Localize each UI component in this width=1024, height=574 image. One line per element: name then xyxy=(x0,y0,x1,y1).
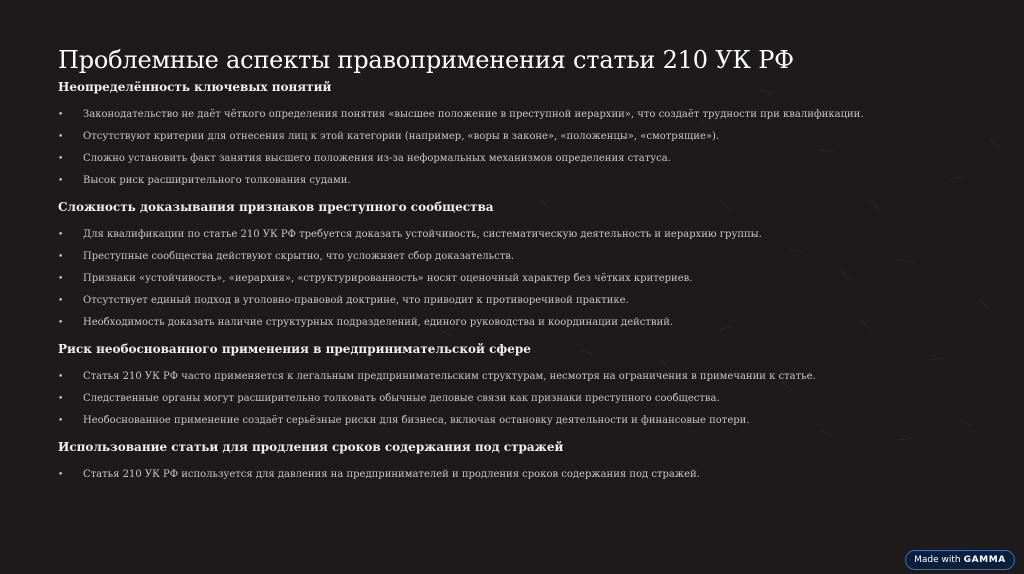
bullet-item xyxy=(58,228,958,242)
bullet-icon: • xyxy=(58,176,64,186)
bullet-item xyxy=(58,272,958,286)
bullet-text: Отсутствуют критерии для отнесения лиц к этой категории (например, «воры в законе», «положенцы», «смотрящие»). xyxy=(83,131,720,142)
bullet-icon: • xyxy=(58,470,64,480)
section-heading: Риск необоснованного применения в предпринимательской сфере xyxy=(58,342,531,356)
bullet-item xyxy=(58,294,958,308)
section-heading: Использование статьи для продления сроков содержания под стражей xyxy=(58,440,564,454)
bullet-icon: • xyxy=(58,132,64,142)
bullet-icon: • xyxy=(58,252,64,262)
slide-content xyxy=(58,44,958,482)
bullet-item xyxy=(58,370,958,384)
bullet-icon: • xyxy=(58,416,64,426)
section-undefined-concepts xyxy=(58,79,958,188)
bullet-text: Высок риск расширительного толкования судами. xyxy=(83,175,351,186)
bullet-icon: • xyxy=(58,230,64,240)
section-heading: Сложность доказывания признаков преступного сообщества xyxy=(58,200,494,214)
section-detention-extension xyxy=(58,439,958,482)
bullet-icon: • xyxy=(58,296,64,306)
section-proof-difficulty xyxy=(58,199,958,330)
slide-title: Проблемные аспекты правоприменения статьи 210 УК РФ xyxy=(58,46,794,74)
bullet-item xyxy=(58,468,958,482)
bullet-text: Следственные органы могут расширительно толковать обычные деловые связи как признаки преступного сообщества. xyxy=(83,393,720,404)
bullet-text: Преступные сообщества действуют скрытно, что усложняет сбор доказательств. xyxy=(83,251,515,262)
bullet-icon: • xyxy=(58,274,64,284)
bullet-item xyxy=(58,130,958,144)
bullet-text: Статья 210 УК РФ используется для давления на предпринимателей и продления сроков содержания под стражей. xyxy=(83,469,700,480)
gamma-logo: GAMMA xyxy=(963,555,1006,565)
bullet-text: Сложно установить факт занятия высшего положения из-за неформальных механизмов определения статуса. xyxy=(83,153,671,164)
section-business-risk xyxy=(58,341,958,428)
section-heading: Неопределённость ключевых понятий xyxy=(58,80,332,94)
bullet-text: Необходимость доказать наличие структурных подразделений, единого руководства и координации действий. xyxy=(83,317,674,328)
bullet-text: Для квалификации по статье 210 УК РФ требуется доказать устойчивость, систематическую деятельность и иерархию группы. xyxy=(83,229,762,240)
bullet-text: Законодательство не даёт чёткого определения понятия «высшее положение в преступной иерархии», что создаёт трудности при квалификации. xyxy=(83,109,864,120)
bullet-item xyxy=(58,316,958,330)
bullet-item xyxy=(58,152,958,166)
bullet-list xyxy=(58,370,958,428)
bullet-list xyxy=(58,108,958,188)
bullet-icon: • xyxy=(58,394,64,404)
bullet-text: Статья 210 УК РФ часто применяется к легальным предпринимательским структурам, несмотря на ограничения в примечании к статье. xyxy=(83,371,816,382)
badge-prefix: Made with xyxy=(914,555,961,565)
bullet-list xyxy=(58,228,958,330)
bullet-item xyxy=(58,250,958,264)
bullet-icon: • xyxy=(58,154,64,164)
bullet-list xyxy=(58,468,958,482)
bullet-icon: • xyxy=(58,318,64,328)
bullet-item xyxy=(58,414,958,428)
made-with-gamma-badge[interactable] xyxy=(905,550,1015,570)
bullet-icon: • xyxy=(58,110,64,120)
bullet-item xyxy=(58,108,958,122)
bullet-icon: • xyxy=(58,372,64,382)
bullet-text: Отсутствует единый подход в уголовно-правовой доктрине, что приводит к противоречивой практике. xyxy=(83,295,629,306)
bullet-text: Признаки «устойчивость», «иерархия», «структурированность» носят оценочный характер без чётких критериев. xyxy=(83,273,693,284)
bullet-item xyxy=(58,392,958,406)
bullet-text: Необоснованное применение создаёт серьёзные риски для бизнеса, включая остановку деятельности и финансовые потери. xyxy=(83,415,750,426)
bullet-item xyxy=(58,174,958,188)
